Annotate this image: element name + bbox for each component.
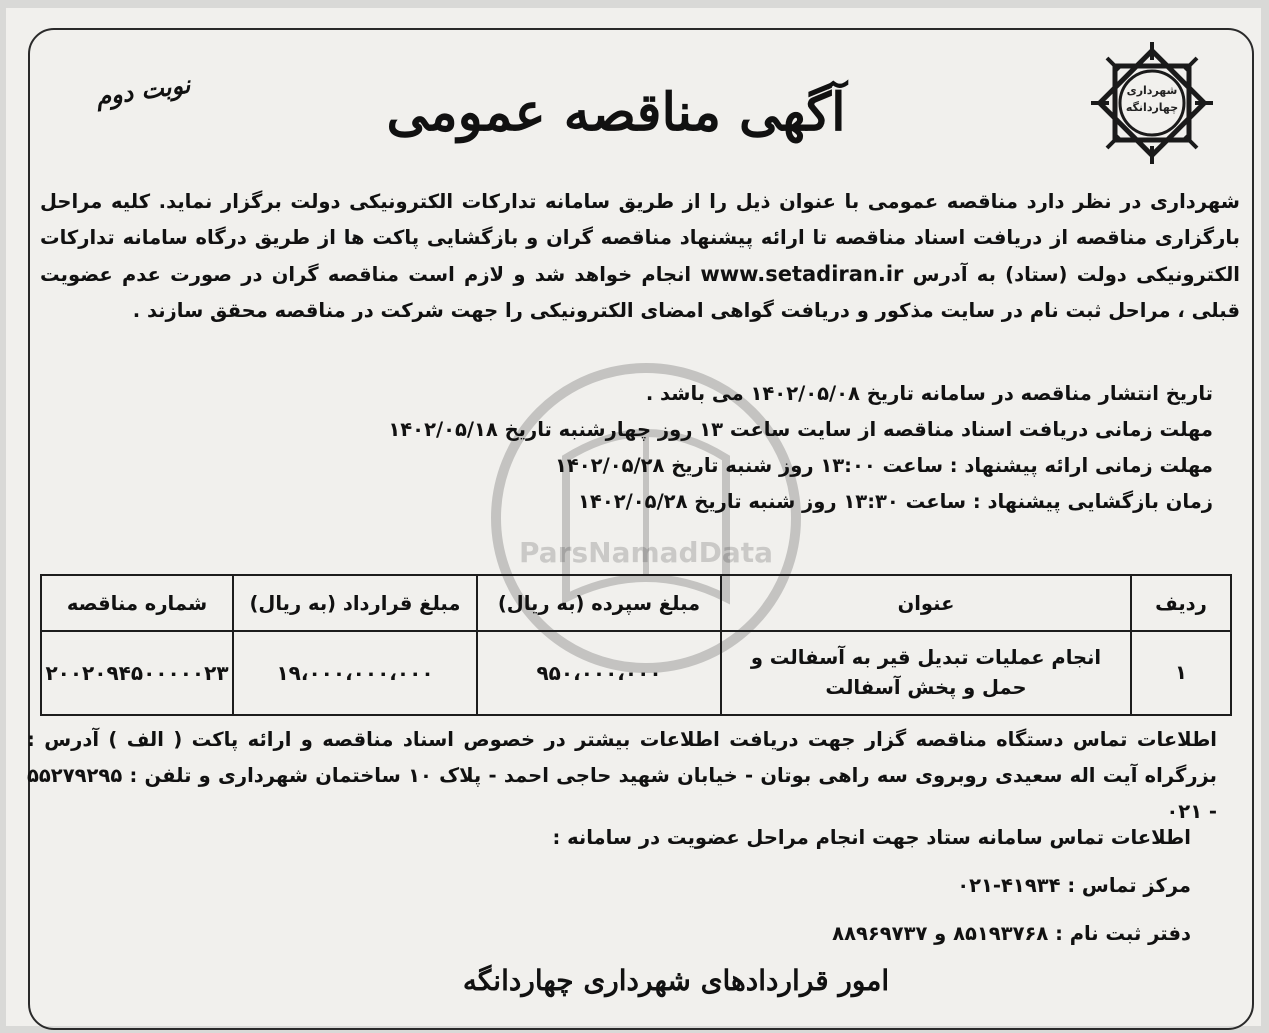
tender-number: ۲۰۰۲۰۹۴۵۰۰۰۰۰۲۳ <box>45 660 229 685</box>
header-subject: عنوان <box>721 575 1131 631</box>
cell-tender-number <box>41 631 233 715</box>
contract-amount: ۱۹،۰۰۰،۰۰۰،۰۰۰ <box>276 660 434 685</box>
cell-contract <box>233 631 477 715</box>
cell-row-number: ۱ <box>1131 631 1231 715</box>
watermark-brand: ParsNamadData <box>519 536 773 569</box>
header-contract: مبلغ قرارداد (به ریال) <box>233 575 477 631</box>
tender-table <box>40 574 1232 716</box>
deposit-amount: ۹۵۰،۰۰۰،۰۰۰ <box>536 660 662 685</box>
table-row <box>41 631 1231 715</box>
document-deadline: مهلت زمانی دریافت اسناد مناقصه از سایت ساعت ۱۳ روز چهارشنبه تاریخ ۱۴۰۲/۰۵/۱۸ <box>388 418 1213 441</box>
intro-text-before-url: شهرداری در نظر دارد مناقصه عمومی با عنوان ذیل را از طریق سامانه تدارکات الکترونیکی دولت برگزار نماید. کلیه مراحل بارگزاری مناقصه از دریافت اسناد مناقصه تا ارائه پیشنهاد مناقصه گران و بازگشایی پاکت ها از طریق درگاه سامانه تدارکات الکترونیکی دولت (ستاد) به آدرس <box>40 190 1240 286</box>
header-deposit: مبلغ سپرده (به ریال) <box>477 575 721 631</box>
cell-subject-line2: حمل و پخش آسفالت <box>825 676 1027 699</box>
cell-subject <box>721 631 1131 715</box>
table-header-row <box>41 575 1231 631</box>
page-title: آگهی مناقصه عمومی <box>386 82 846 143</box>
signature: امور قراردادهای شهرداری چهاردانگه <box>462 964 890 997</box>
turn-label: نوبت دوم <box>94 69 192 112</box>
proposal-deadline: مهلت زمانی ارائه پیشنهاد : ساعت ۱۳:۰۰ روز شنبه تاریخ ۱۴۰۲/۰۵/۲۸ <box>554 454 1213 477</box>
authority-contact: اطلاعات تماس دستگاه مناقصه گزار جهت دریافت اطلاعات بیشتر در خصوص اسناد مناقصه و ارائه پاکت ( الف ) آدرس : بزرگراه آیت اله سعیدی روبروی سه راهی بوتان - خیابان شهید حاجی احمد - پلاک ۱۰ ساختمان شهرداری و تلفن : ۵۵۲۷۹۲۹۵ - ۰۲۱ <box>27 728 1217 823</box>
cell-subject-line1: انجام عملیات تبدیل قیر به آسفالت و <box>750 646 1102 669</box>
advertisement-sheet <box>6 8 1261 1026</box>
logo-caption-line1: شهرداری <box>1126 84 1178 97</box>
schedule-list <box>313 376 1213 520</box>
setad-intro: اطلاعات تماس سامانه ستاد جهت انجام مراحل عضویت در سامانه : <box>552 826 1191 849</box>
setad-contact <box>191 814 1191 958</box>
call-center: مرکز تماس : ۴۱۹۳۴-۰۲۱ <box>957 874 1191 897</box>
setad-url-link[interactable]: www.setadiran.ir <box>700 262 904 286</box>
header-row-number: ردیف <box>1131 575 1231 631</box>
registration-office: دفتر ثبت نام : ۸۵۱۹۳۷۶۸ و ۸۸۹۶۹۷۳۷ <box>832 922 1191 945</box>
logo-caption <box>1117 82 1187 116</box>
publish-date: تاریخ انتشار مناقصه در سامانه تاریخ ۱۴۰۲/۰۵/۰۸ می باشد . <box>645 382 1213 405</box>
intro-paragraph <box>40 184 1240 329</box>
opening-time: زمان بازگشایی پیشنهاد : ساعت ۱۳:۳۰ روز شنبه تاریخ ۱۴۰۲/۰۵/۲۸ <box>578 490 1213 513</box>
cell-deposit <box>477 631 721 715</box>
logo-caption-line2: چهاردانگه <box>1125 101 1179 114</box>
header-tender-number: شماره مناقصه <box>41 575 233 631</box>
intro-text-after-url: انجام خواهد شد و لازم است مناقصه گران در صورت عدم عضویت قبلی ، مراحل ثبت نام در سایت مذکور و دریافت گواهی امضای الکترونیکی را جهت شرکت در مناقصه محقق سازند . <box>40 263 1240 322</box>
